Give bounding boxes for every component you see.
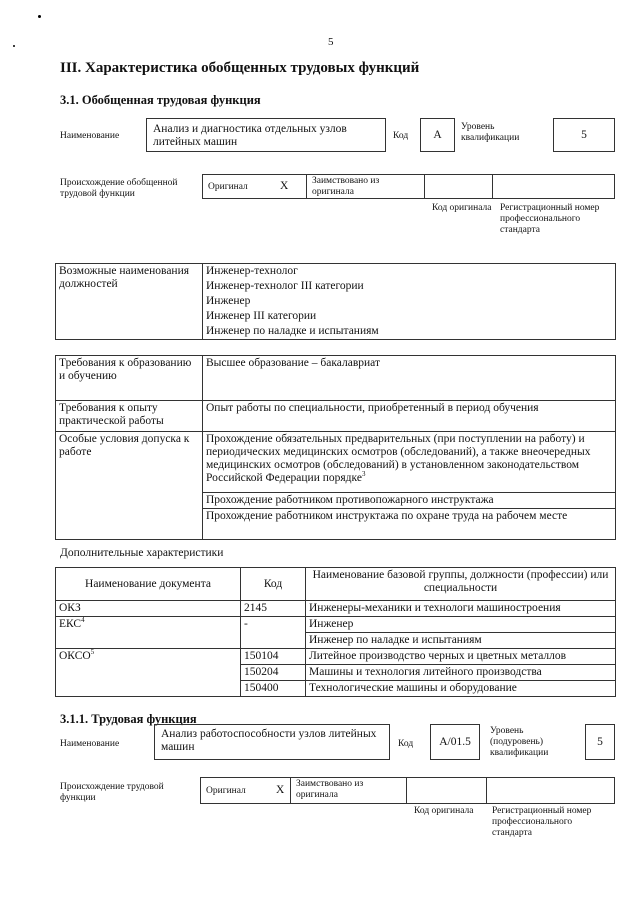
s311-name-value: Анализ работоспособности узлов литейных машин <box>154 724 390 760</box>
education-value: Высшее образование – бакалавриат <box>203 356 616 401</box>
positions-list <box>203 264 616 340</box>
okso-code: 150400 <box>241 681 306 697</box>
eks-code: - <box>241 617 306 649</box>
position-item: Инженер <box>206 295 251 307</box>
s31-original-label: Оригинал <box>208 182 248 192</box>
footnote-mark: 5 <box>90 648 95 657</box>
positions-label: Возможные наименования должностей <box>56 264 203 340</box>
okso-code: 150104 <box>241 649 306 665</box>
education-label: Требования к образованию и обучению <box>56 356 203 401</box>
section-title: III. Характеристика обобщенных трудовых функций <box>60 60 420 76</box>
okz-code: 2145 <box>241 601 306 617</box>
additional-table <box>55 567 616 697</box>
eks-name: Инженер <box>306 617 616 633</box>
okso-name: Литейное производство черных и цветных металлов <box>306 649 616 665</box>
col-header-code: Код <box>241 568 306 601</box>
okso-name: Технологические машины и оборудование <box>306 681 616 697</box>
page-number: 5 <box>328 36 334 48</box>
experience-label: Требования к опыту практической работы <box>56 401 203 432</box>
positions-table <box>55 263 616 340</box>
s31-borrowed-label: Заимствовано из оригинала <box>312 176 380 197</box>
s311-level-value: 5 <box>585 724 615 760</box>
eks-doc: ЕКС$^4$ <box>56 617 241 649</box>
s311-code-label: Код <box>398 739 414 749</box>
scan-speck <box>13 45 15 47</box>
okz-name: Инженеры-механики и технологи машиностроения <box>306 601 616 617</box>
s311-heading: 3.1.1. Трудовая функция <box>60 712 197 726</box>
s31-level-value: 5 <box>553 118 615 152</box>
col-header-name: Наименование базовой группы, должности (профессии) или специальности <box>306 568 616 601</box>
okz-doc: ОКЗ <box>56 601 241 617</box>
okso-doc: ОКСО$^5$ <box>56 649 241 697</box>
s31-reg-number-label: Регистрационный номер профессионального стандарта <box>500 203 600 235</box>
s31-code-label: Код <box>393 131 409 141</box>
special-item: Прохождение работником противопожарного инструктажа <box>203 493 616 509</box>
requirements-table <box>55 355 616 540</box>
special-label: Особые условия допуска к работе <box>56 432 203 540</box>
s311-divider <box>486 777 487 804</box>
okso-code: 150204 <box>241 665 306 681</box>
s31-original-mark: X <box>280 180 289 192</box>
eks-name: Инженер по наладке и испытаниям <box>306 633 616 649</box>
s31-divider <box>424 174 425 199</box>
s311-divider <box>406 777 407 804</box>
s311-level-label: Уровень (подуровень) квалификации <box>490 726 549 758</box>
position-item: Инженер-технолог III категории <box>206 280 364 292</box>
s311-original-mark: X <box>276 784 285 796</box>
s31-origin-label: Происхождение обобщенной трудовой функции <box>60 178 178 199</box>
scan-speck <box>38 15 41 18</box>
s31-code-value: A <box>420 118 455 152</box>
okso-name: Машины и технология литейного производства <box>306 665 616 681</box>
s311-reg-number-label: Регистрационный номер профессионального стандарта <box>492 806 592 838</box>
s311-borrowed-label: Заимствовано из оригинала <box>296 779 364 800</box>
s311-code-original-label: Код оригинала <box>414 806 474 816</box>
s31-divider <box>306 174 307 199</box>
position-item: Инженер по наладке и испытаниям <box>206 325 379 337</box>
s311-original-label: Оригинал <box>206 786 246 796</box>
experience-value: Опыт работы по специальности, приобретенный в период обучения <box>203 401 616 432</box>
s31-level-label: Уровень квалификации <box>461 122 520 143</box>
special-item: Прохождение обязательных предварительных (при поступлении на работу) и периодических медицинских осмотров (обследований), а также внеочередных медицинских осмотров (обследований) в установленном законодательством Российской Федерации порядке$^3$ <box>203 432 616 493</box>
col-header-doc: Наименование документа <box>56 568 241 601</box>
s31-name-label: Наименование <box>60 131 120 141</box>
s311-origin-grid <box>200 777 615 804</box>
s31-divider <box>492 174 493 199</box>
s311-origin-label: Происхождение трудовой функции <box>60 782 164 803</box>
special-item: Прохождение работником инструктажа по охране труда на рабочем месте <box>203 509 616 540</box>
s311-divider <box>290 777 291 804</box>
s31-name-value: Анализ и диагностика отдельных узлов литейных машин <box>146 118 386 152</box>
position-item: Инженер III категории <box>206 310 317 322</box>
s311-name-label: Наименование <box>60 739 120 749</box>
footnote-mark: 3 <box>361 470 366 479</box>
s311-code-value: A/01.5 <box>430 724 480 760</box>
additional-title: Дополнительные характеристики <box>60 547 224 559</box>
s31-code-original-label: Код оригинала <box>432 203 492 213</box>
position-item: Инженер-технолог <box>206 265 298 277</box>
footnote-mark: 4 <box>81 616 85 625</box>
s31-heading: 3.1. Обобщенная трудовая функция <box>60 93 261 107</box>
